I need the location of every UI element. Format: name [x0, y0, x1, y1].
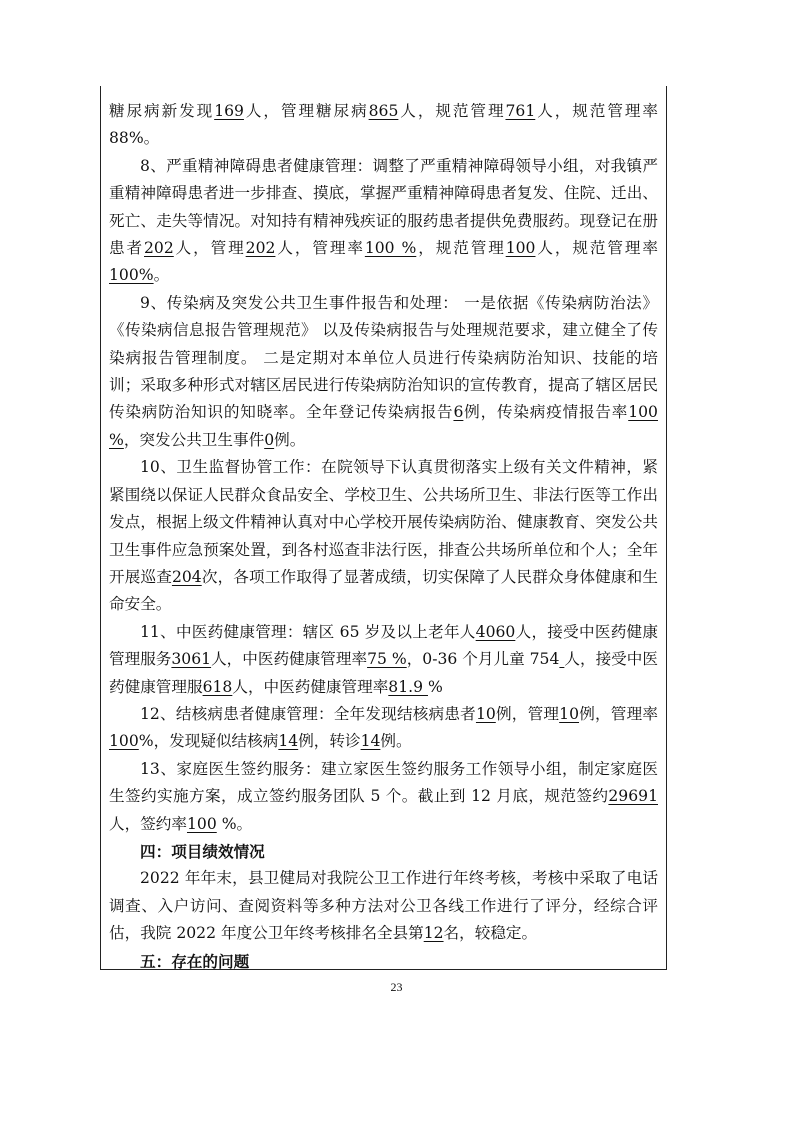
text-segment: 名，较稳定。	[443, 924, 538, 943]
text-segment: 2022 年年末，县卫健局对我院公卫工作进行年终考核，考核中采取了电话调查、入户访问、查阅资料等多种方法对公卫各线工作进行了评分，经综合评估，我院 2022 年度公卫年终考核排名全县第	[109, 869, 658, 943]
filled-value: 14	[278, 732, 299, 751]
text-segment: %。	[216, 814, 253, 833]
filled-value: 14	[360, 732, 381, 751]
body-paragraph	[109, 865, 658, 947]
filled-value: 6	[453, 403, 464, 422]
text-segment: 人，规范管理率	[535, 239, 658, 258]
text-segment: 人，接受中医药健康管理服	[109, 650, 658, 696]
text-segment: 例，传染病疫情报告率	[463, 403, 629, 422]
text-segment: ，突发公共卫生事件	[123, 430, 265, 449]
filled-value: 0	[264, 430, 275, 449]
filled-value: 10	[559, 704, 580, 723]
text-segment: 例。	[380, 732, 412, 751]
filled-value: 4060	[475, 622, 516, 641]
filled-value: 100	[186, 814, 217, 833]
filled-value: 100 %	[364, 239, 417, 258]
body-paragraph	[109, 290, 658, 454]
text-segment: %	[427, 677, 443, 696]
text-segment: ，规范管理	[416, 239, 506, 258]
document-content-frame	[100, 86, 667, 970]
filled-value: 81.9	[388, 677, 428, 696]
text-segment: 次，各项工作取得了显著成绩，切实保障了人民群众身体健康和生命安全。	[109, 567, 658, 614]
text-segment: 人，管理	[173, 239, 246, 258]
filled-value: 100%	[109, 266, 154, 285]
filled-value: 29691	[608, 787, 658, 806]
filled-value: 618	[202, 677, 233, 696]
filled-value: 10	[475, 704, 496, 723]
text-segment: 13、家庭医生签约服务：建立家医生签约服务工作领导小组，制定家庭医生签约实施方案，成立签约服务团队 5 个。截止到 12 月底，规范签约	[109, 759, 658, 806]
text-segment: 例。	[274, 430, 306, 449]
body-paragraph	[109, 756, 658, 838]
filled-value: 100	[109, 732, 139, 751]
text-segment: 。	[153, 266, 170, 285]
body-paragraph	[109, 153, 658, 290]
text-segment: 人，接受中医药健康管理服务	[109, 622, 658, 669]
text-segment: 例，管理率	[579, 704, 658, 723]
text-segment: 糖尿病新发现	[109, 102, 215, 120]
body-paragraph	[109, 619, 658, 701]
text-segment: 例，转诊	[298, 732, 361, 751]
text-segment: 人，中医药健康管理率	[211, 650, 368, 669]
text-segment: 人，管理糖尿病	[243, 102, 369, 120]
filled-value: 12	[423, 924, 444, 943]
filled-value: 75 %	[367, 650, 407, 669]
text-segment: 10、卫生监督协管工作：在院领导下认真贯彻落实上级有关文件精神，紧紧围绕以保证人民群众食品安全、学校卫生、公共场所卫生、非法行医等工作出发点，根据上级文件精神认真对中心学校开展传染病防治、健康教育、突发公共卫生事件应急预案处置，到各村巡查非法行医，排查公共场所单位和个人；全年开展巡查	[109, 458, 658, 586]
page-number: 23	[390, 980, 403, 994]
text-segment: 11、中医药健康管理：辖区 65 岁及以上老年人	[140, 622, 476, 641]
filled-value: 202	[245, 239, 276, 258]
filled-value: 3061	[171, 650, 212, 669]
filled-value: 169	[214, 102, 244, 120]
section-heading	[109, 838, 658, 865]
text-segment: 8、严重精神障碍患者健康管理：调整了严重精神障碍领导小组，对我镇严重精神障碍患者进一步排查、摸底，掌握严重精神障碍患者复发、住院、迁出、死亡、走失等情况。对知持有精神残疾证的服药患者提供免费服药。现登记在册患者	[109, 156, 658, 258]
text-segment: %，发现疑似结核病	[138, 732, 279, 751]
text-segment: 五：存在的问题	[140, 951, 250, 970]
filled-value: 761	[505, 102, 536, 120]
text-segment: ，0-36 个月儿童 754	[406, 650, 560, 669]
text-segment: 人，签约率	[109, 814, 187, 833]
text-segment: 人，管理率	[275, 239, 365, 258]
text-segment: 四：项目绩效情况	[140, 841, 265, 861]
filled-value: 204	[171, 567, 202, 586]
text-segment: 12、结核病患者健康管理：全年发现结核病患者	[140, 704, 476, 723]
filled-value: 865	[368, 102, 399, 120]
text-segment: 人，中医药健康管理率	[232, 677, 389, 696]
section-heading	[109, 948, 658, 970]
body-paragraph	[109, 454, 658, 618]
filled-value: 100	[505, 239, 536, 258]
body-paragraph	[109, 701, 658, 756]
text-segment: 9、传染病及突发公共卫生事件报告和处理： 一是依据《传染病防治法》《传染病信息报告管理规范》 以及传染病报告与处理规范要求，建立健全了传染病报告管理制度。 二是定期对本单位人员进行传染病防治知识、技能的培训；采取多种形式对辖区居民进行传染病防治知识的宣传教育，提高了辖区居民传染病防治知识的知晓率。全年登记传染病报告	[109, 293, 658, 422]
filled-value: 100 %	[109, 403, 658, 449]
document-body	[109, 98, 658, 970]
text-segment: 人，规范管理	[398, 102, 506, 120]
text-segment: 例，管理	[495, 704, 560, 723]
body-paragraph	[109, 98, 658, 153]
filled-value: 202	[144, 239, 174, 258]
text-segment: 人，规范管理率 88%。	[109, 102, 658, 148]
